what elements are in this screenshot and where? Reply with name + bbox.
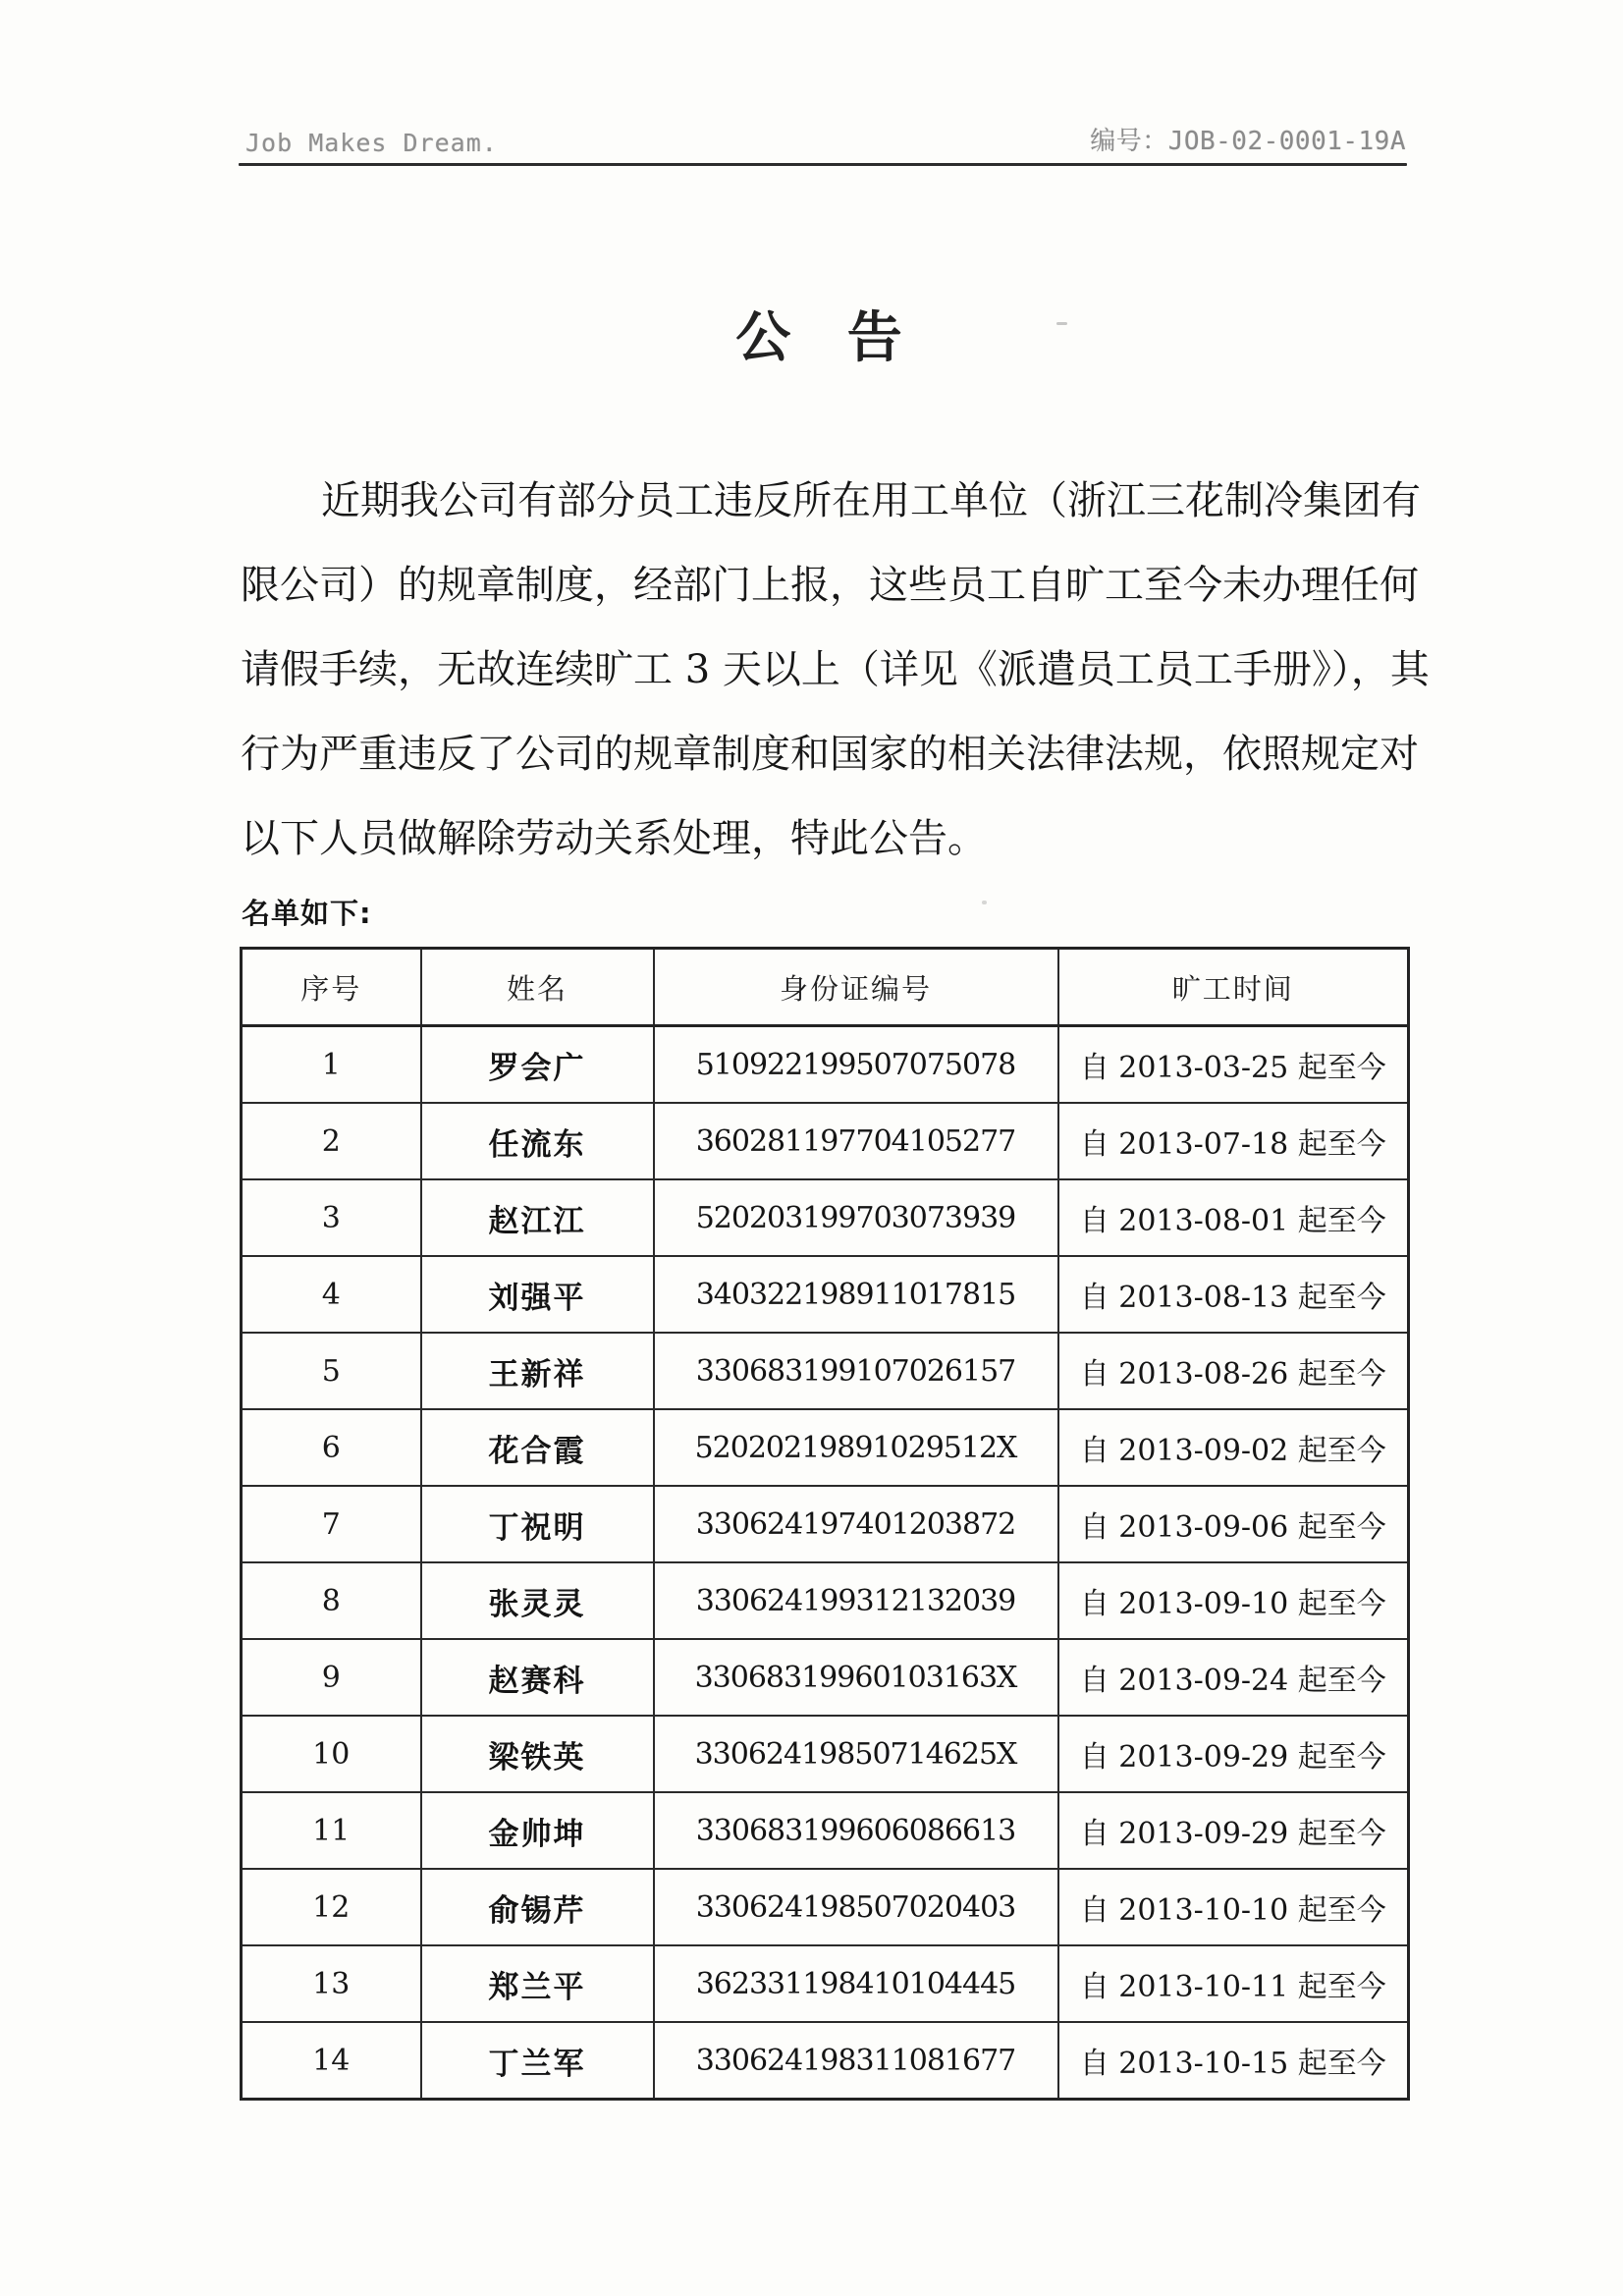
header-id-number: 身份证编号	[654, 949, 1058, 1026]
row-id-number: 510922199507075078	[654, 1026, 1058, 1104]
dismissed-employees-table	[240, 947, 1410, 2101]
table-row	[242, 2022, 1409, 2100]
row-name: 赵江江	[421, 1179, 654, 1256]
table-row	[242, 1716, 1409, 1792]
row-name: 王新祥	[421, 1333, 654, 1409]
table-row	[242, 1333, 1409, 1409]
table-row	[242, 1409, 1409, 1486]
row-absence-period: 自 2013-07-18 起至今	[1058, 1103, 1409, 1179]
row-id-number: 520203199703073939	[654, 1179, 1058, 1256]
row-name: 丁祝明	[421, 1486, 654, 1562]
header-divider-line	[239, 163, 1407, 166]
table-row	[242, 1179, 1409, 1256]
row-seq: 13	[242, 1945, 421, 2022]
row-absence-period: 自 2013-10-11 起至今	[1058, 1945, 1409, 2022]
scan-artifact	[982, 901, 987, 904]
table-row	[242, 1026, 1409, 1104]
row-absence-period: 自 2013-09-29 起至今	[1058, 1716, 1409, 1792]
row-absence-period: 自 2013-08-26 起至今	[1058, 1333, 1409, 1409]
row-name: 花合霞	[421, 1409, 654, 1486]
body-line: 以下人员做解除劳动关系处理，特此公告。	[241, 816, 987, 861]
table-row	[242, 1639, 1409, 1716]
row-id-number: 330683199606086613	[654, 1792, 1058, 1869]
row-seq: 5	[242, 1333, 421, 1409]
row-name: 张灵灵	[421, 1562, 654, 1639]
row-absence-period: 自 2013-09-06 起至今	[1058, 1486, 1409, 1562]
row-seq: 7	[242, 1486, 421, 1562]
row-id-number: 330624197401203872	[654, 1486, 1058, 1562]
body-line: 近期我公司有部分员工违反所在用工单位（浙江三花制冷集团有	[321, 478, 1421, 523]
row-seq: 1	[242, 1026, 421, 1104]
row-seq: 6	[242, 1409, 421, 1486]
row-id-number: 330624199312132039	[654, 1562, 1058, 1639]
table-row	[242, 1256, 1409, 1333]
row-id-number: 330624198507020403	[654, 1869, 1058, 1945]
row-absence-period: 自 2013-03-25 起至今	[1058, 1026, 1409, 1104]
table-row	[242, 1103, 1409, 1179]
row-seq: 10	[242, 1716, 421, 1792]
row-name: 任流东	[421, 1103, 654, 1179]
row-id-number: 360281197704105277	[654, 1103, 1058, 1179]
roster-table-container	[240, 947, 1407, 2101]
row-name: 梁铁英	[421, 1716, 654, 1792]
row-id-number: 362331198410104445	[654, 1945, 1058, 2022]
row-name: 刘强平	[421, 1256, 654, 1333]
document-number: 编号：JOB-02-0001-19A	[1090, 127, 1406, 156]
row-name: 金帅坤	[421, 1792, 654, 1869]
row-id-number: 330683199107026157	[654, 1333, 1058, 1409]
body-line: 请假手续，无故连续旷工 3 天以上（详见《派遣员工员工手册》），其	[241, 647, 1430, 692]
row-absence-period: 自 2013-09-02 起至今	[1058, 1409, 1409, 1486]
row-name: 郑兰平	[421, 1945, 654, 2022]
page-header	[245, 122, 1406, 157]
row-id-number: 330624198311081677	[654, 2022, 1058, 2100]
row-id-number: 33068319960103163X	[654, 1639, 1058, 1716]
row-id-number: 340322198911017815	[654, 1256, 1058, 1333]
body-line: 限公司）的规章制度，经部门上报，这些员工自旷工至今未办理任何	[241, 563, 1419, 608]
row-absence-period: 自 2013-09-10 起至今	[1058, 1562, 1409, 1639]
row-seq: 8	[242, 1562, 421, 1639]
announcement-body	[241, 459, 1430, 881]
row-id-number: 52020219891029512X	[654, 1409, 1058, 1486]
row-seq: 9	[242, 1639, 421, 1716]
row-seq: 2	[242, 1103, 421, 1179]
table-row	[242, 1945, 1409, 2022]
body-line: 行为严重违反了公司的规章制度和国家的相关法律法规，依照规定对	[241, 732, 1419, 777]
row-absence-period: 自 2013-10-15 起至今	[1058, 2022, 1409, 2100]
row-seq: 14	[242, 2022, 421, 2100]
company-slogan: Job Makes Dream.	[245, 129, 498, 157]
row-name: 罗会广	[421, 1026, 654, 1104]
table-row	[242, 1486, 1409, 1562]
header-name: 姓名	[421, 949, 654, 1026]
table-row	[242, 1562, 1409, 1639]
row-name: 俞锡芹	[421, 1869, 654, 1945]
row-seq: 3	[242, 1179, 421, 1256]
row-seq: 11	[242, 1792, 421, 1869]
row-seq: 4	[242, 1256, 421, 1333]
row-absence-period: 自 2013-08-13 起至今	[1058, 1256, 1409, 1333]
table-row	[242, 1792, 1409, 1869]
row-absence-period: 自 2013-10-10 起至今	[1058, 1869, 1409, 1945]
row-name: 丁兰军	[421, 2022, 654, 2100]
scan-artifact	[1056, 322, 1067, 325]
list-label: 名单如下:	[242, 897, 372, 930]
header-seq: 序号	[242, 949, 421, 1026]
table-row	[242, 1869, 1409, 1945]
header-absence-period: 旷工时间	[1058, 949, 1409, 1026]
page-title: 公 告	[735, 305, 910, 370]
row-id-number: 33062419850714625X	[654, 1716, 1058, 1792]
row-seq: 12	[242, 1869, 421, 1945]
row-name: 赵赛科	[421, 1639, 654, 1716]
row-absence-period: 自 2013-08-01 起至今	[1058, 1179, 1409, 1256]
row-absence-period: 自 2013-09-24 起至今	[1058, 1639, 1409, 1716]
row-absence-period: 自 2013-09-29 起至今	[1058, 1792, 1409, 1869]
table-header-row	[242, 949, 1409, 1026]
